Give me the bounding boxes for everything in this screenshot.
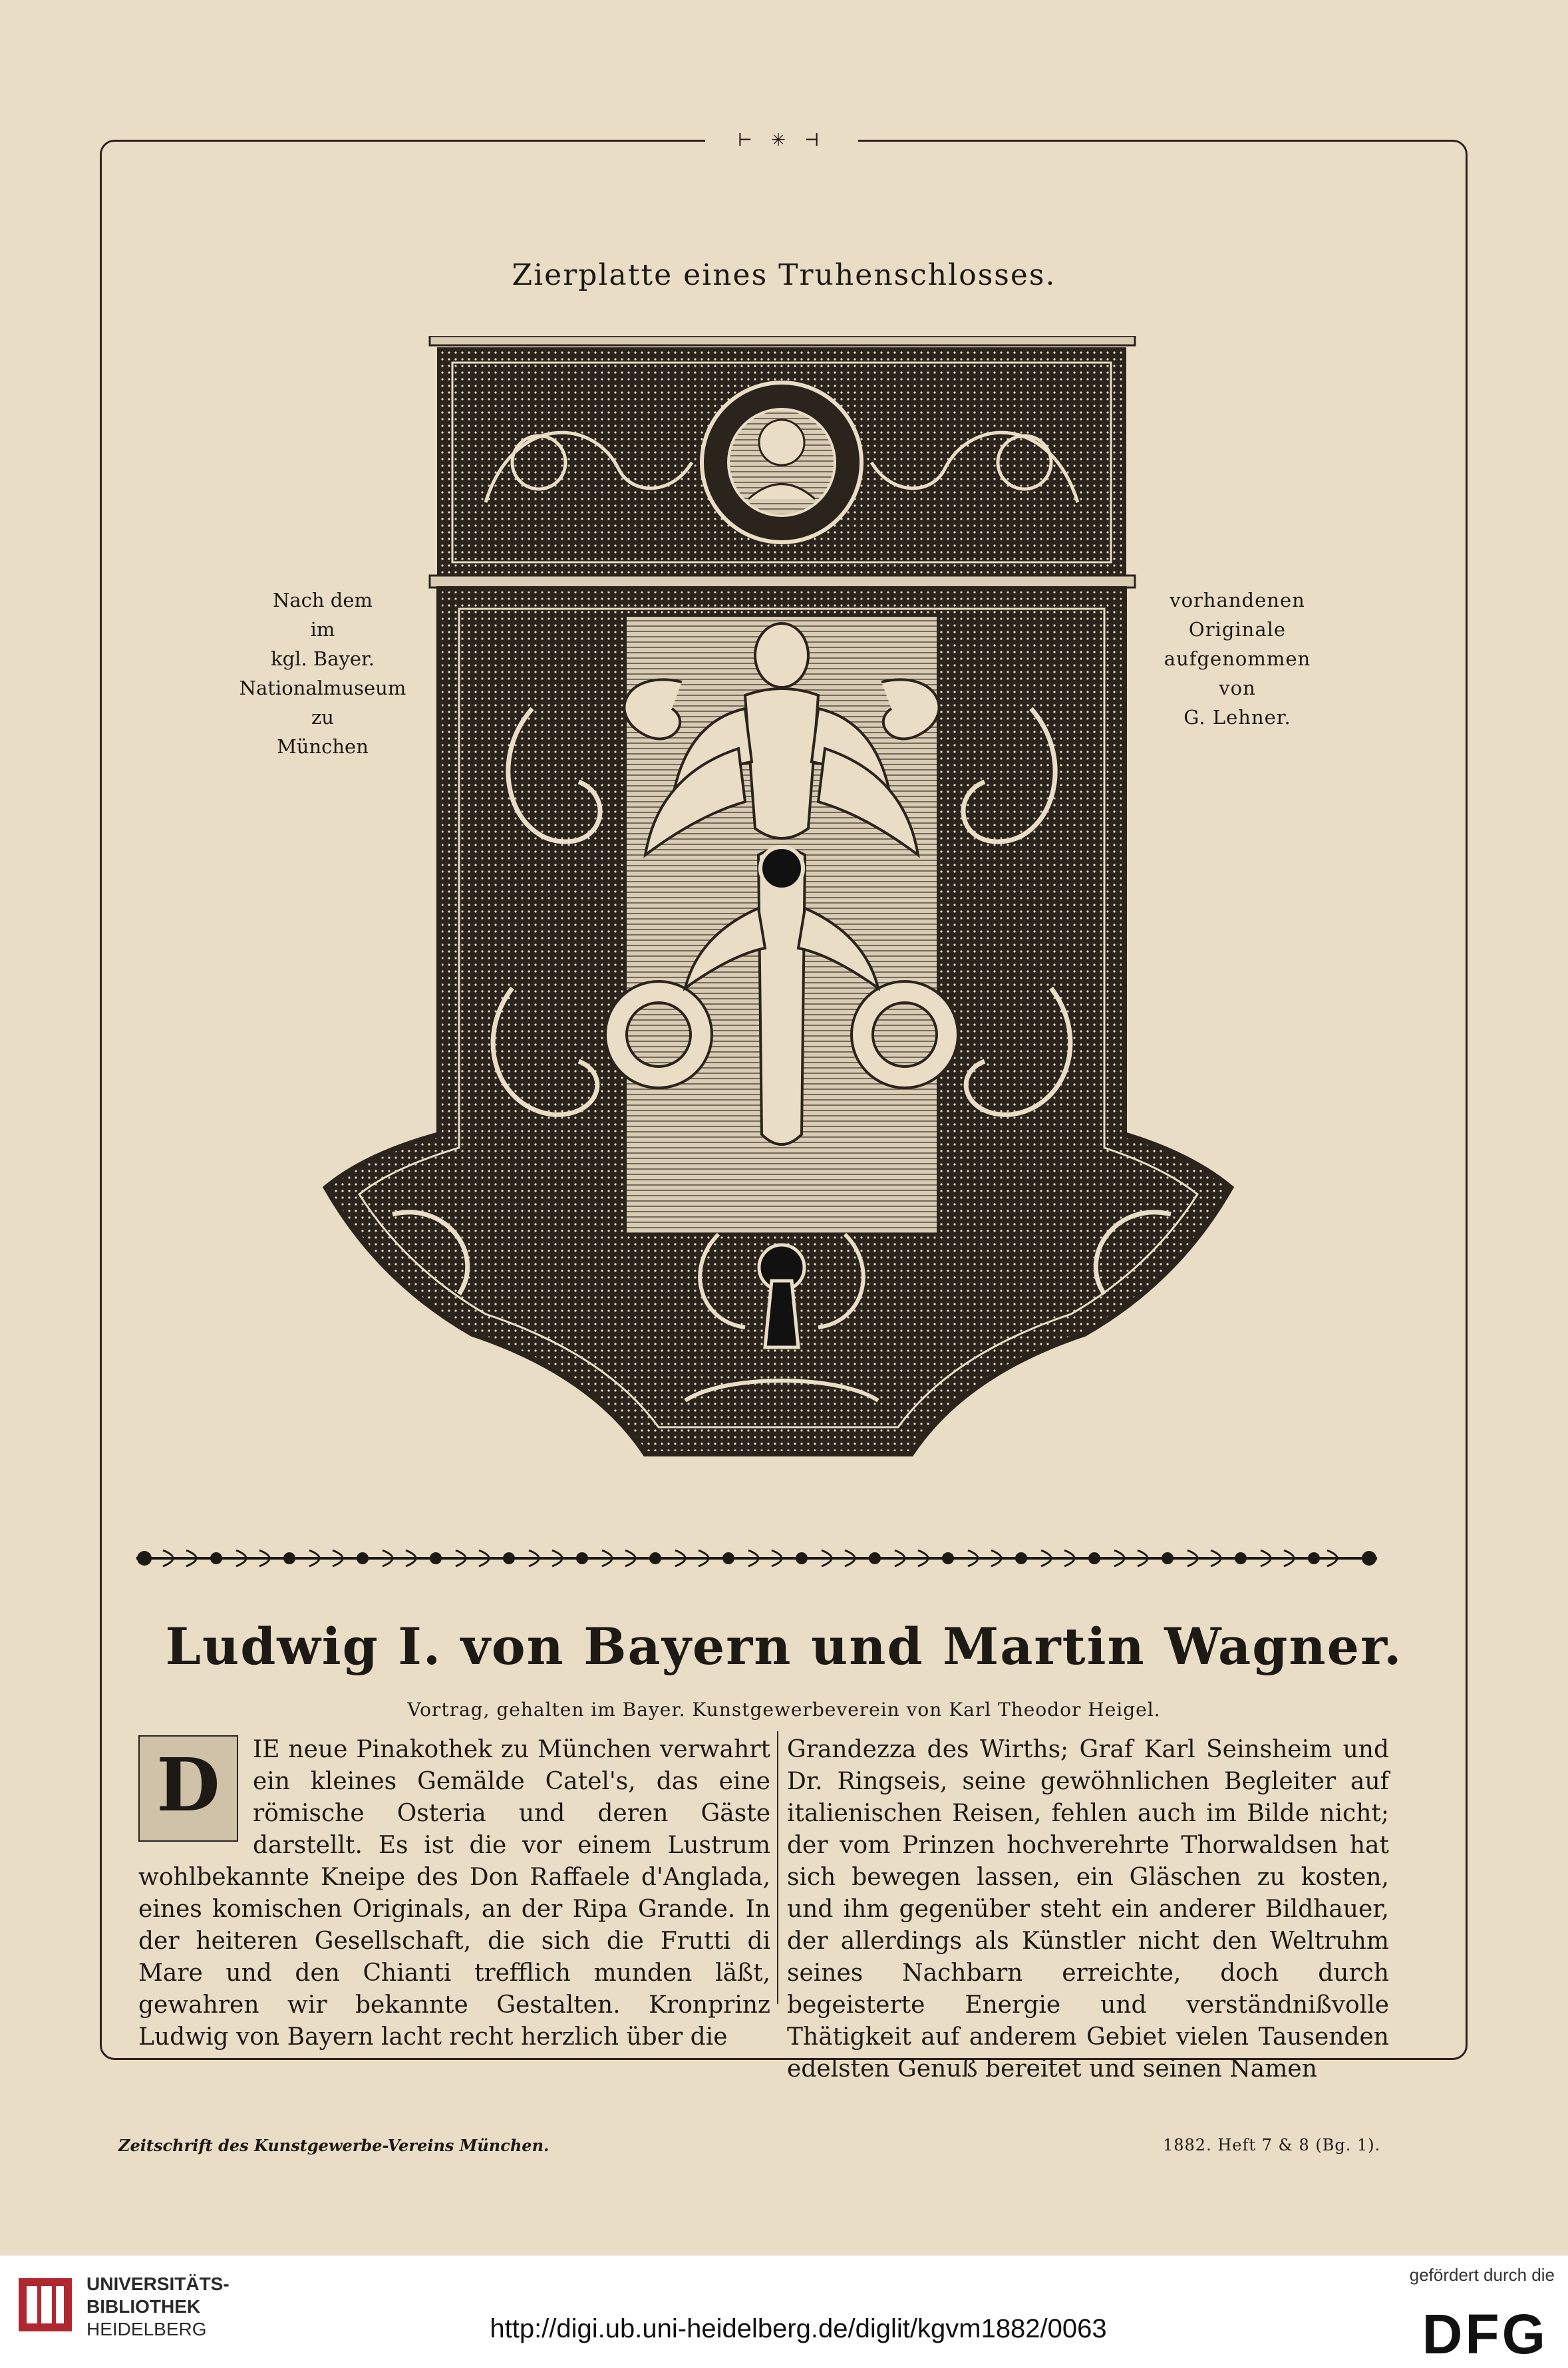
library-name: [86, 2273, 230, 2341]
text-column-left: [138, 1734, 770, 2053]
caption-line: von: [1219, 677, 1256, 699]
dropcap-initial: [138, 1735, 238, 1842]
university-library-logo-icon: [12, 2272, 78, 2338]
column-text: Grandezza des Wirths; Graf Karl Seinsheim und Dr. Ringseis, seine gewöhnlichen Begleiter auf italienischen Reisen, fehlen auch im Bilde nicht; der vom Prinzen hochverehrte Thorwaldsen hat sich bewegen lassen, ein Gläschen zu kosten, und ihm gegenüber steht ein anderer Bildhauer, der allerdings als Künstler nicht den Weltruhm seines Nachbarn erreichte, doch durch begeisterte Energie und verständnißvolle Thätigkeit auf anderem Gebiet vielen Tausenden edelsten Genuß bereitet und seinen Namen: [787, 1736, 1389, 2083]
caption-line: G. Lehner.: [1183, 706, 1291, 729]
text-column-right: [787, 1734, 1389, 2085]
library-name-line: HEIDELBERG: [86, 2319, 207, 2339]
caption-line: zu: [311, 706, 334, 729]
caption-line: kgl. Bayer.: [271, 647, 375, 670]
lock-plate-illustration: [313, 336, 1244, 1527]
ornament-band: [136, 1544, 1377, 1573]
caption-line: vorhandenen: [1170, 589, 1305, 611]
column-text: IE neue Pinakothek zu München verwahrt ein kleines Gemälde Catel's, das eine römische Osteria und deren Gäste darstellt. Es ist die vor einem Lustrum wohlbekannte Kneipe des Don Raffaele d'Anglada, eines komischen Originals, an der Ripa Grande. In der heiteren Gesellschaft, die sich die Frutti di Mare und den Chianti trefflich munden läßt, gewahren wir bekannte Gestalten. Kronprinz Ludwig von Bayern lacht recht herzlich über die: [138, 1736, 770, 2051]
funding-note: gefördert durch die: [1409, 2265, 1555, 2285]
caption-line: Nationalmuseum: [239, 677, 406, 699]
top-ornament: ⊢ ✳ ⊣: [705, 130, 858, 149]
dropcap-letter: D: [156, 1742, 220, 1828]
article-subtitle: Vortrag, gehalten im Bayer. Kunstgewerbeverein von Karl Theodor Heigel.: [407, 1699, 1161, 1721]
footer-journal-name: Zeitschrift des Kunstgewerbe-Vereins München.: [118, 2136, 549, 2155]
permalink-url[interactable]: http://digi.ub.uni-heidelberg.de/diglit/kgvm1882/0063: [490, 2314, 1107, 2343]
library-footer-bar: [0, 2256, 1568, 2368]
caption-line: aufgenommen: [1164, 647, 1311, 670]
caption-line: im: [310, 618, 335, 641]
dfg-logo: DFG: [1422, 2303, 1548, 2365]
plate-title: Zierplatte eines Truhenschlosses.: [512, 258, 1056, 292]
library-name-line: UNIVERSITÄTS-: [86, 2274, 230, 2294]
caption-line: Originale: [1188, 618, 1287, 641]
caption-line: München: [277, 735, 369, 758]
top-rail: [430, 336, 1135, 345]
footer-issue: 1882. Heft 7 & 8 (Bg. 1).: [1163, 2136, 1381, 2154]
article-title: Ludwig I. von Bayern und Martin Wagner.: [165, 1617, 1403, 1676]
column-divider: [777, 1731, 778, 2004]
keyhole-upper: [760, 847, 803, 890]
caption-line: Nach dem: [272, 589, 373, 611]
library-name-line: BIBLIOTHEK: [86, 2296, 201, 2317]
